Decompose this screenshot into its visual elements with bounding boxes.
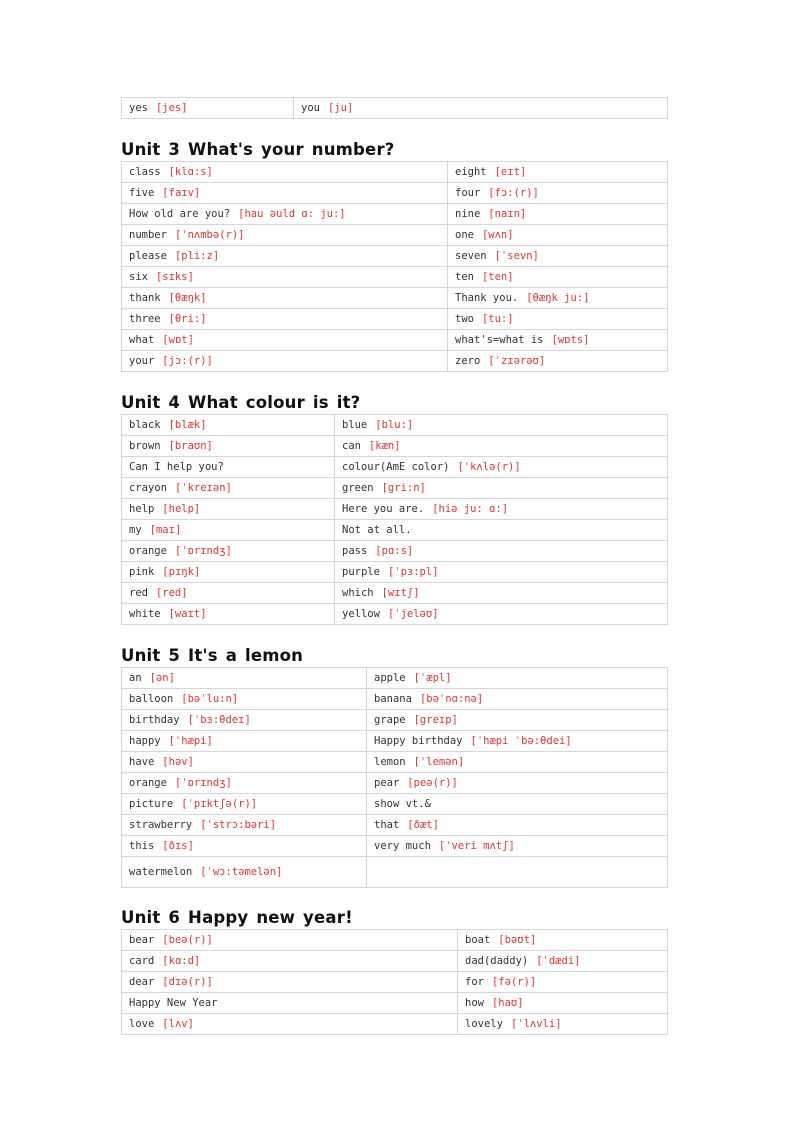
vocab-cell xyxy=(448,225,668,246)
vocab-cell xyxy=(367,752,668,773)
phonetic: [ˈhæpi ˈbə:θdei] xyxy=(470,735,572,747)
word: nine xyxy=(455,208,481,220)
word: pear xyxy=(374,777,400,789)
table-row xyxy=(122,541,668,562)
vocab-cell xyxy=(122,794,367,815)
table-row xyxy=(122,668,668,689)
table-row xyxy=(122,710,668,731)
word: very much xyxy=(374,840,431,852)
word: crayon xyxy=(129,482,167,494)
vocab-cell xyxy=(122,225,448,246)
table-row xyxy=(122,162,668,183)
phonetic: [faɪv] xyxy=(162,187,201,199)
table-row xyxy=(122,499,668,520)
word: white xyxy=(129,608,161,620)
phonetic: [ˈkʌlə(r)] xyxy=(457,461,521,473)
word: yellow xyxy=(342,608,380,620)
word: you xyxy=(301,102,320,114)
vocab-cell xyxy=(122,993,458,1014)
word: grape xyxy=(374,714,406,726)
word: black xyxy=(129,419,161,431)
word: help xyxy=(129,503,155,515)
phonetic: [ˈjeləʊ] xyxy=(387,608,439,620)
vocab-cell xyxy=(335,583,668,604)
word: red xyxy=(129,587,148,599)
word: class xyxy=(129,166,161,178)
table-row xyxy=(122,815,668,836)
word: birthday xyxy=(129,714,180,726)
table-row xyxy=(122,351,668,372)
vocab-cell xyxy=(122,583,335,604)
phonetic: [pɑ:s] xyxy=(375,545,414,557)
phonetic: [ˈveri mʌtʃ] xyxy=(438,840,515,852)
phonetic: [ju] xyxy=(327,102,354,114)
word: how xyxy=(465,997,484,1009)
table-row xyxy=(122,951,668,972)
vocab-cell xyxy=(458,972,668,993)
word: Here you are. xyxy=(342,503,425,515)
phonetic: [ten] xyxy=(481,271,514,283)
vocab-cell xyxy=(367,815,668,836)
vocab-cell xyxy=(367,857,668,888)
word: two xyxy=(455,313,474,325)
phonetic: [ˈnʌmbə(r)] xyxy=(174,229,245,241)
word: Happy birthday xyxy=(374,735,463,747)
vocab-cell xyxy=(448,309,668,330)
phonetic: [help] xyxy=(162,503,201,515)
vocab-cell xyxy=(122,710,367,731)
phonetic: [ˈpɜ:pl] xyxy=(387,566,439,578)
vocab-cell xyxy=(122,457,335,478)
vocab-cell xyxy=(122,520,335,541)
word: please xyxy=(129,250,167,262)
vocab-cell xyxy=(122,267,448,288)
phonetic: [θæŋk] xyxy=(168,292,207,304)
phonetic: [tu:] xyxy=(481,313,514,325)
vocab-cell xyxy=(122,857,367,888)
vocab-cell xyxy=(335,415,668,436)
phonetic: [haʊ] xyxy=(491,997,524,1009)
phonetic: [ˈbɜ:θdeɪ] xyxy=(187,714,251,726)
phonetic: [klɑ:s] xyxy=(168,166,213,178)
phonetic: [ˈhæpi] xyxy=(168,735,213,747)
phonetic: [beə(r)] xyxy=(162,934,213,946)
vocab-cell xyxy=(448,162,668,183)
word: my xyxy=(129,524,142,536)
phonetic: [red] xyxy=(155,587,188,599)
table-row xyxy=(122,604,668,625)
vocab-cell xyxy=(122,689,367,710)
phonetic: [jes] xyxy=(155,102,188,114)
word: your xyxy=(129,355,155,367)
word: watermelon xyxy=(129,866,193,878)
table-row xyxy=(122,794,668,815)
vocab-cell xyxy=(335,604,668,625)
vocab-cell xyxy=(122,930,458,951)
phonetic: [wʌn] xyxy=(481,229,514,241)
phonetic: [gri:n] xyxy=(381,482,426,494)
word: eight xyxy=(455,166,487,178)
phonetic: [sɪks] xyxy=(155,271,194,283)
word: lovely xyxy=(465,1018,503,1030)
vocab-cell xyxy=(335,520,668,541)
table-row xyxy=(122,98,668,119)
table-row xyxy=(122,857,668,888)
vocab-cell xyxy=(367,710,668,731)
vocab-cell xyxy=(448,351,668,372)
vocab-cell xyxy=(122,604,335,625)
word: green xyxy=(342,482,374,494)
vocab-cell xyxy=(122,752,367,773)
phonetic: [ˈstrɔ:bəri] xyxy=(200,819,277,831)
vocab-cell xyxy=(448,246,668,267)
table-row xyxy=(122,972,668,993)
word: one xyxy=(455,229,474,241)
word: dad(daddy) xyxy=(465,955,529,967)
vocab-table-unit-3 xyxy=(121,161,668,372)
phonetic: [lʌv] xyxy=(162,1018,194,1030)
word: dear xyxy=(129,976,155,988)
word: this xyxy=(129,840,155,852)
word: which xyxy=(342,587,374,599)
vocab-cell xyxy=(122,668,367,689)
table-row xyxy=(122,993,668,1014)
word: boat xyxy=(465,934,491,946)
table-row xyxy=(122,309,668,330)
word: four xyxy=(455,187,481,199)
word: show vt.& xyxy=(374,798,431,810)
vocab-table-unit-5 xyxy=(121,667,668,888)
phonetic: [fə(r)] xyxy=(491,976,537,988)
phonetic: [jɔ:(r)] xyxy=(162,355,213,367)
vocab-cell xyxy=(335,457,668,478)
vocab-cell xyxy=(335,541,668,562)
table-row xyxy=(122,583,668,604)
phonetic: [θæŋk ju:] xyxy=(526,292,590,304)
word: apple xyxy=(374,672,406,684)
vocab-cell xyxy=(335,562,668,583)
phonetic: [ˈlemən] xyxy=(413,756,465,768)
table-row xyxy=(122,752,668,773)
vocab-cell xyxy=(367,836,668,857)
vocab-cell xyxy=(335,478,668,499)
word: what xyxy=(129,334,155,346)
vocab-cell xyxy=(367,731,668,752)
table-row xyxy=(122,204,668,225)
vocab-cell xyxy=(122,562,335,583)
unit-6-heading: Unit 6 Happy new year! xyxy=(121,908,353,927)
word: what's=what is xyxy=(455,334,544,346)
phonetic: [wɒt] xyxy=(162,334,194,346)
word: bear xyxy=(129,934,155,946)
vocab-cell xyxy=(367,773,668,794)
table-row xyxy=(122,773,668,794)
table-row xyxy=(122,288,668,309)
table-row xyxy=(122,436,668,457)
unit-3-heading: Unit 3 What's your number? xyxy=(121,140,395,159)
vocab-table-yes-you xyxy=(121,97,668,119)
table-row xyxy=(122,930,668,951)
phonetic: [ðɪs] xyxy=(162,840,194,852)
vocab-cell xyxy=(122,415,335,436)
vocab-cell xyxy=(458,993,668,1014)
phonetic: [greɪp] xyxy=(413,714,458,726)
vocab-cell xyxy=(122,330,448,351)
word: How old are you? xyxy=(129,208,231,220)
word: zero xyxy=(455,355,481,367)
phonetic: [kæn] xyxy=(368,440,401,452)
word: pink xyxy=(129,566,155,578)
phonetic: [ˈzɪərəʊ] xyxy=(488,355,546,367)
table-row xyxy=(122,457,668,478)
phonetic: [bəˈnɑ:nə] xyxy=(419,693,484,705)
phonetic: [ən] xyxy=(149,672,175,684)
word: Not at all. xyxy=(342,524,412,536)
phonetic: [bəʊt] xyxy=(498,934,537,946)
vocab-cell xyxy=(448,330,668,351)
word: brown xyxy=(129,440,161,452)
word: purple xyxy=(342,566,380,578)
vocab-cell xyxy=(122,773,367,794)
vocab-cell xyxy=(335,436,668,457)
vocab-cell xyxy=(448,267,668,288)
word: an xyxy=(129,672,142,684)
phonetic: [pli:z] xyxy=(174,250,220,262)
word: Thank you. xyxy=(455,292,519,304)
phonetic: [hiə ju: ɑ:] xyxy=(432,503,509,515)
phonetic: [ˈpɪktʃə(r)] xyxy=(181,798,258,810)
vocab-cell xyxy=(367,689,668,710)
word: pass xyxy=(342,545,368,557)
phonetic: [waɪt] xyxy=(168,608,207,620)
phonetic: [ˈdædi] xyxy=(536,955,581,967)
word: balloon xyxy=(129,693,174,705)
phonetic: [eɪt] xyxy=(494,166,527,178)
vocab-cell xyxy=(122,204,448,225)
vocab-cell xyxy=(448,204,668,225)
vocab-cell xyxy=(122,436,335,457)
word: that xyxy=(374,819,400,831)
word: lemon xyxy=(374,756,406,768)
vocab-cell xyxy=(335,499,668,520)
vocab-cell xyxy=(122,541,335,562)
table-row xyxy=(122,562,668,583)
vocab-cell xyxy=(122,246,448,267)
word: strawberry xyxy=(129,819,193,831)
word: orange xyxy=(129,777,167,789)
word: seven xyxy=(455,250,487,262)
table-row xyxy=(122,689,668,710)
phonetic: [ˈwɔ:təmelən] xyxy=(200,866,283,878)
phonetic: [wɒts] xyxy=(551,334,590,346)
table-row xyxy=(122,520,668,541)
vocab-cell xyxy=(458,930,668,951)
unit-4-heading: Unit 4 What colour is it? xyxy=(121,393,361,412)
table-row xyxy=(122,731,668,752)
unit-5-heading: Unit 5 It's a lemon xyxy=(121,646,304,665)
phonetic: [ˈsevn] xyxy=(494,250,539,262)
word: six xyxy=(129,271,148,283)
phonetic: [ˈkreɪən] xyxy=(174,482,232,494)
table-row xyxy=(122,246,668,267)
vocab-cell xyxy=(367,668,668,689)
word: have xyxy=(129,756,155,768)
phonetic: [ˈæpl] xyxy=(413,672,452,684)
vocab-cell xyxy=(122,351,448,372)
word: Can I help you? xyxy=(129,461,224,473)
vocab-cell xyxy=(122,731,367,752)
word: yes xyxy=(129,102,148,114)
table-row xyxy=(122,1014,668,1035)
phonetic: [bəˈlu:n] xyxy=(181,693,239,705)
table-row xyxy=(122,330,668,351)
vocab-cell xyxy=(122,972,458,993)
vocab-cell xyxy=(448,183,668,204)
phonetic: [ˈɒrɪndʒ] xyxy=(174,545,232,557)
table-row xyxy=(122,225,668,246)
word: ten xyxy=(455,271,474,283)
vocab-cell xyxy=(458,951,668,972)
phonetic: [ˈɒrɪndʒ] xyxy=(174,777,232,789)
vocab-cell xyxy=(122,1014,458,1035)
vocab-table-unit-4 xyxy=(121,414,668,625)
phonetic: [braʊn] xyxy=(168,440,213,452)
vocab-cell xyxy=(122,162,448,183)
vocab-cell xyxy=(122,183,448,204)
word: orange xyxy=(129,545,167,557)
table-row xyxy=(122,415,668,436)
phonetic: [blæk] xyxy=(168,419,207,431)
word: love xyxy=(129,1018,155,1030)
phonetic: [kɑ:d] xyxy=(162,955,201,967)
word: banana xyxy=(374,693,412,705)
vocab-cell xyxy=(122,815,367,836)
vocab-cell xyxy=(122,499,335,520)
table-row xyxy=(122,183,668,204)
vocab-cell xyxy=(294,98,668,119)
phonetic: [hau əuld ɑ: ju:] xyxy=(238,208,346,220)
word: number xyxy=(129,229,167,241)
vocab-cell xyxy=(122,309,448,330)
word: card xyxy=(129,955,155,967)
phonetic: [ˈlʌvli] xyxy=(510,1018,562,1030)
phonetic: [θri:] xyxy=(168,313,207,325)
vocab-cell xyxy=(122,836,367,857)
phonetic: [pɪŋk] xyxy=(162,566,201,578)
word: blue xyxy=(342,419,368,431)
table-row xyxy=(122,267,668,288)
vocab-cell xyxy=(367,794,668,815)
vocab-table-unit-6 xyxy=(121,929,668,1035)
word: colour(AmE color) xyxy=(342,461,450,473)
word: thank xyxy=(129,292,161,304)
word: three xyxy=(129,313,161,325)
phonetic: [blu:] xyxy=(375,419,414,431)
vocab-cell xyxy=(122,951,458,972)
word: Happy New Year xyxy=(129,997,218,1009)
word: picture xyxy=(129,798,174,810)
phonetic: [wɪtʃ] xyxy=(381,587,420,599)
table-row xyxy=(122,836,668,857)
vocab-cell xyxy=(448,288,668,309)
phonetic: [maɪ] xyxy=(149,524,182,536)
vocab-cell xyxy=(122,98,294,119)
word: for xyxy=(465,976,484,988)
phonetic: [naɪn] xyxy=(488,208,527,220)
vocab-cell xyxy=(122,288,448,309)
vocab-cell xyxy=(122,478,335,499)
phonetic: [peə(r)] xyxy=(407,777,458,789)
word: five xyxy=(129,187,155,199)
phonetic: [dɪə(r)] xyxy=(162,976,213,988)
phonetic: [fɔ:(r)] xyxy=(488,187,539,199)
vocab-cell xyxy=(458,1014,668,1035)
phonetic: [həv] xyxy=(162,756,194,768)
table-row xyxy=(122,478,668,499)
phonetic: [ðæt] xyxy=(407,819,439,831)
word: can xyxy=(342,440,361,452)
word: happy xyxy=(129,735,161,747)
